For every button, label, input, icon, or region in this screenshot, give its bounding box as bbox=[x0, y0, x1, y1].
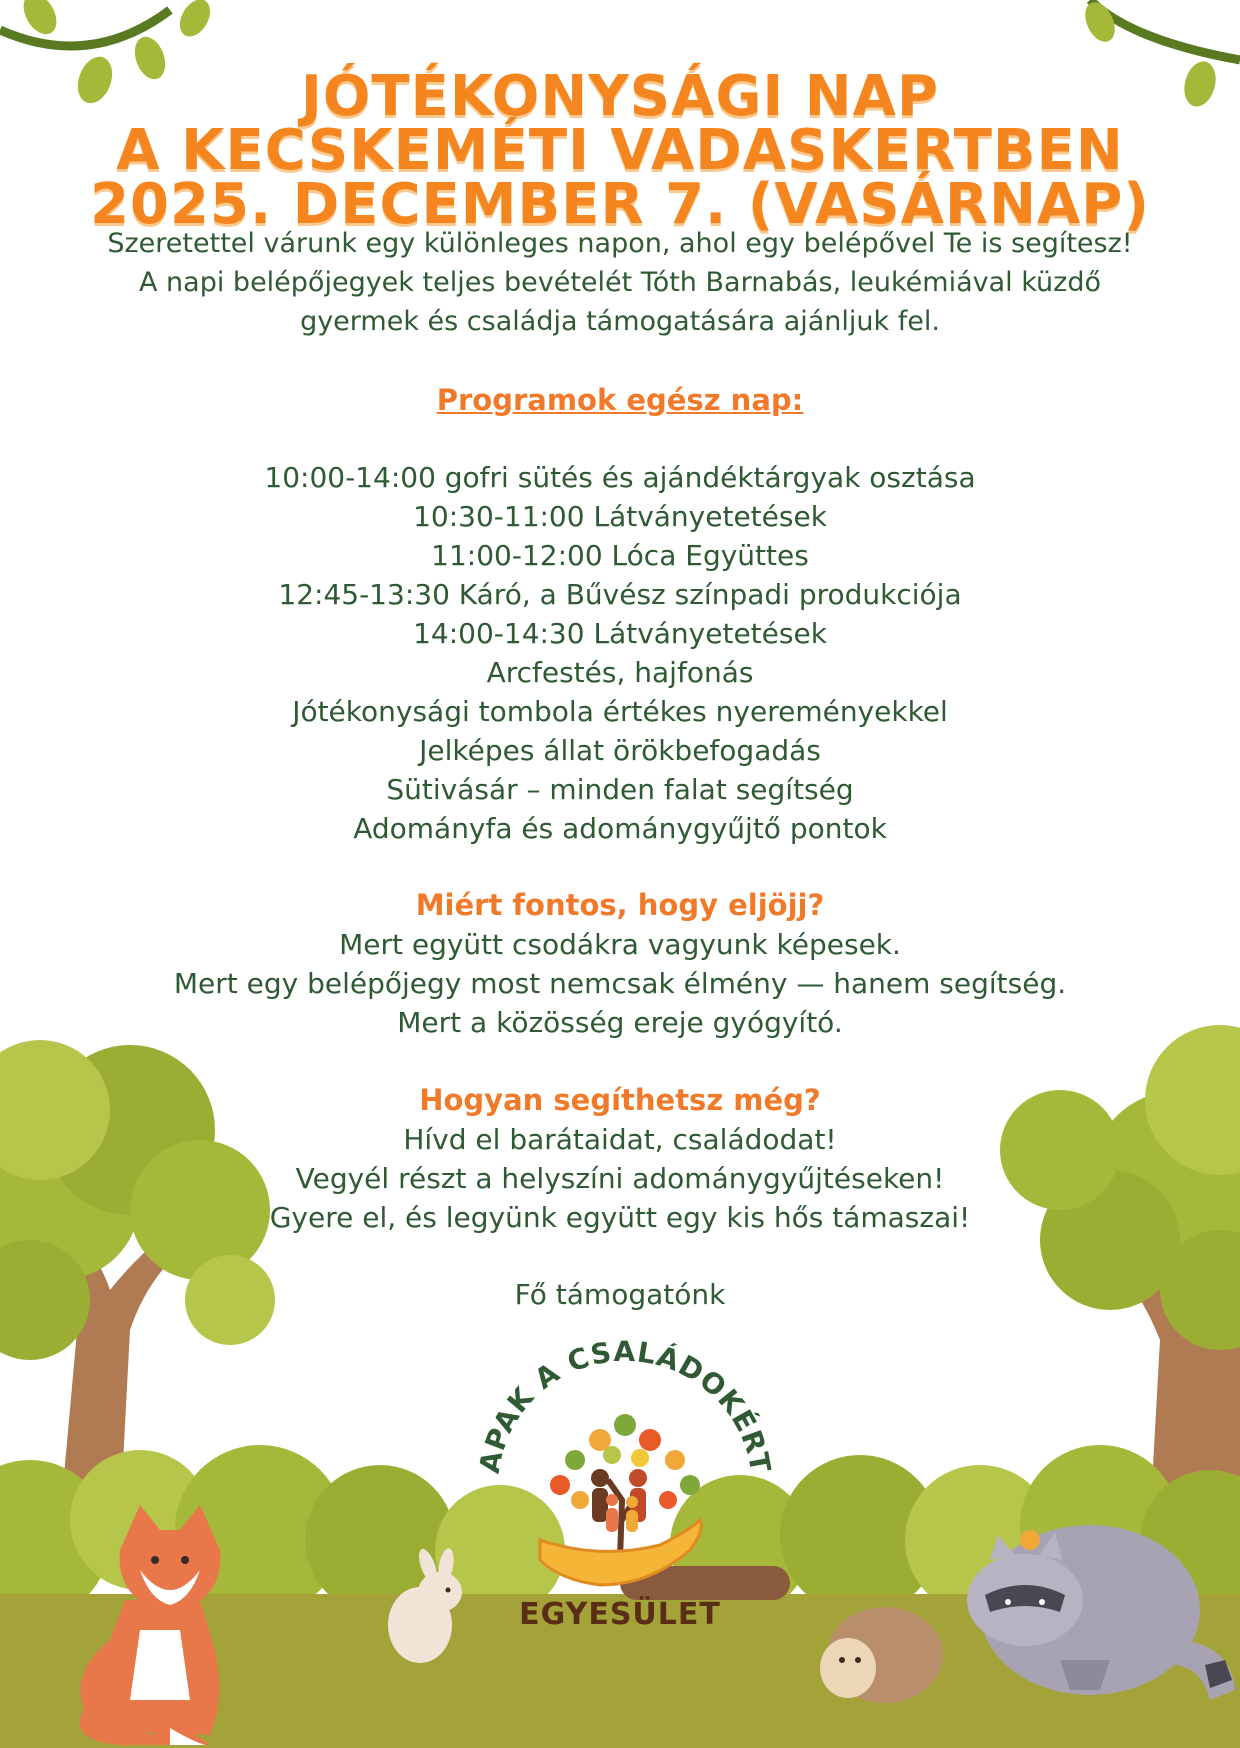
why-text bbox=[0, 925, 1240, 1042]
program-item: 14:00-14:30 Látványetetések bbox=[413, 617, 827, 650]
why-heading: Miért fontos, hogy eljöjj? bbox=[415, 888, 825, 922]
why-line: Mert egy belépőjegy most nemcsak élmény — hanem segítség. bbox=[173, 967, 1067, 1000]
program-item: Jelképes állat örökbefogadás bbox=[419, 734, 821, 767]
intro-line: gyermek és családja támogatására ajánljuk fel. bbox=[300, 306, 940, 337]
logo-tree-leaves bbox=[550, 1414, 700, 1509]
logo-arc-text-path: APAK A CSALÁDOKÉRT bbox=[472, 1334, 778, 1476]
sponsor-label: Fő támogatónk bbox=[514, 1278, 726, 1311]
why-line: Mert a közösség ereje gyógyító. bbox=[397, 1006, 843, 1039]
how-heading: Hogyan segíthetsz még? bbox=[419, 1083, 821, 1117]
program-item: Sütivásár – minden falat segítség bbox=[386, 773, 854, 806]
how-line: Vegyél részt a helyszíni adománygyűjtéseken! bbox=[295, 1162, 945, 1195]
program-item: 11:00-12:00 Lóca Együttes bbox=[431, 539, 809, 572]
event-title bbox=[0, 64, 1240, 237]
how-line: Hívd el barátaidat, családodat! bbox=[403, 1123, 837, 1156]
logo-bottom-text: EGYESÜLET bbox=[519, 1597, 721, 1632]
title-line-1: JÓTÉKONYSÁGI NAP bbox=[300, 64, 939, 129]
how-line: Gyere el, és legyünk együtt egy kis hős támaszai! bbox=[269, 1201, 971, 1234]
program-item: 12:45-13:30 Káró, a Bűvész színpadi produkciója bbox=[278, 578, 962, 611]
program-item: Jótékonysági tombola értékes nyereményekkel bbox=[292, 695, 948, 728]
title-line-2: A KECSKEMÉTI VADASKERTBEN bbox=[116, 118, 1124, 183]
intro-line: Szeretettel várunk egy különleges napon, ahol egy belépővel Te is segítesz! bbox=[107, 228, 1133, 259]
intro-line: A napi belépőjegyek teljes bevételét Tóth Barnabás, leukémiával küzdő bbox=[139, 267, 1101, 298]
programs-heading: Programok egész nap: bbox=[436, 383, 804, 417]
how-text bbox=[0, 1120, 1240, 1237]
title-line-3: 2025. DECEMBER 7. (VASÁRNAP) bbox=[90, 172, 1150, 237]
program-item: Adományfa és adománygyűjtő pontok bbox=[353, 812, 887, 845]
program-item: 10:30-11:00 Látványetetések bbox=[413, 500, 827, 533]
program-item: 10:00-14:00 gofri sütés és ajándéktárgyak osztása bbox=[264, 461, 976, 494]
program-item: Arcfestés, hajfonás bbox=[486, 656, 754, 689]
why-line: Mert együtt csodákra vagyunk képesek. bbox=[339, 928, 901, 961]
programs-list bbox=[0, 458, 1240, 848]
intro-text bbox=[0, 224, 1240, 341]
